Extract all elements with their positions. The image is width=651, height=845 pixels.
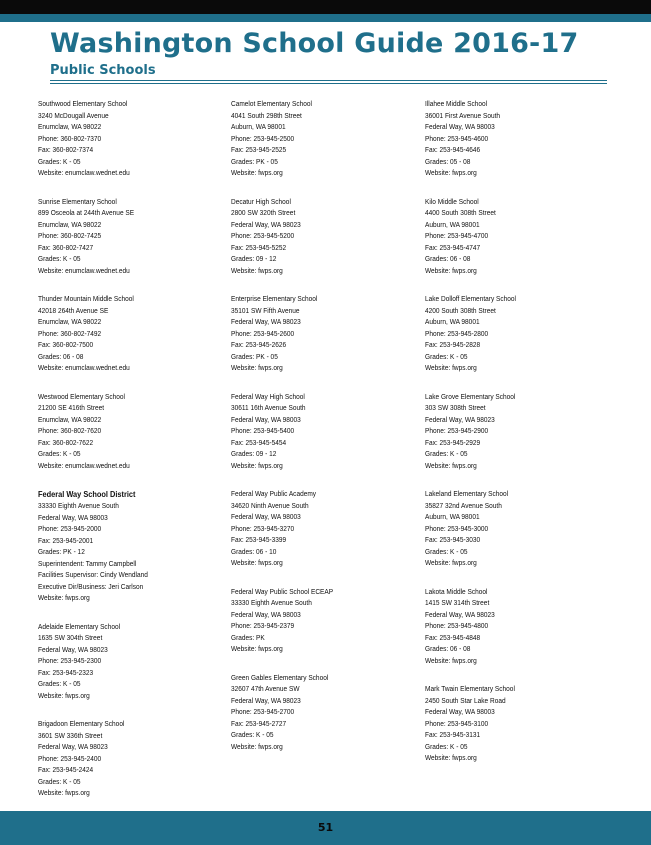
entry-line: Phone: 253-945-5400	[231, 426, 295, 435]
entry-line: Grades: 09 - 12	[231, 449, 277, 458]
entry-line: 21200 SE 416th Street	[38, 403, 105, 412]
entry-line: Grades: K - 05	[231, 730, 274, 739]
entry-line: Federal Way, WA 98003	[231, 609, 301, 619]
entry-line: Website: fwps.org	[231, 168, 283, 177]
entry-line: Grades: 06 - 08	[425, 254, 471, 263]
entry-line: Fax: 253-945-3131	[425, 730, 481, 739]
entry-name: Mark Twain Elementary School	[425, 684, 515, 693]
entry-line: Grades: K - 05	[38, 679, 81, 688]
entry-line: 33330 Eighth Avenue South	[38, 501, 119, 510]
school-entry	[38, 391, 223, 472]
entry-line: Enumclaw, WA 98022	[38, 122, 102, 131]
school-entry	[425, 196, 610, 277]
entry-line: 1635 SW 304th Street	[38, 633, 103, 642]
school-entry	[231, 672, 416, 753]
entry-line: Website: fwps.org	[425, 753, 477, 762]
entry-line: Grades: K - 05	[425, 351, 468, 361]
entry-line: Federal Way, WA 98023	[231, 219, 301, 229]
entry-line: Fax: 360-802-7374	[38, 145, 94, 154]
school-entry	[231, 293, 416, 374]
entry-line: Fax: 360-802-7427	[38, 242, 94, 252]
entry-line: Grades: K - 05	[38, 776, 81, 786]
entry-line: Federal Way, WA 98023	[231, 317, 301, 326]
school-entry	[38, 718, 223, 799]
school-entry	[231, 98, 416, 179]
entry-line: Fax: 253-945-4747	[425, 242, 481, 252]
entry-line: Website: fwps.org	[231, 265, 283, 275]
entry-line: Phone: 253-945-2900	[425, 426, 489, 435]
entry-line: Phone: 360-802-7492	[38, 328, 102, 338]
entry-line: Phone: 253-945-2000	[38, 524, 102, 533]
entry-line: Grades: K - 05	[38, 254, 81, 263]
entry-line: Grades: PK	[231, 632, 265, 642]
entry-line: Phone: 253-945-4600	[425, 133, 489, 143]
entry-line: Phone: 253-945-2379	[231, 621, 295, 630]
entry-line: Fax: 253-945-2323	[38, 667, 94, 677]
entry-line: Superintendent: Tammy Campbell	[38, 558, 137, 568]
entry-line: Executive Dir/Business: Jeri Carlson	[38, 581, 144, 591]
entry-line: Auburn, WA 98001	[425, 512, 480, 521]
school-entry	[425, 293, 610, 374]
entry-name: Camelot Elementary School	[231, 99, 312, 108]
entry-line: Grades: PK - 05	[231, 351, 278, 361]
entry-line: Fax: 253-945-2525	[231, 145, 287, 154]
entry-name: Southwood Elementary School	[38, 99, 128, 108]
entry-line: Website: fwps.org	[425, 168, 477, 177]
entry-line: 2450 South Star Lake Road	[425, 695, 506, 705]
section-subtitle: Public Schools	[50, 63, 156, 78]
school-entry	[231, 586, 416, 655]
entry-line: Federal Way, WA 98003	[231, 512, 301, 521]
entry-line: Phone: 253-945-3100	[425, 718, 489, 728]
entry-name: Federal Way High School	[231, 391, 305, 401]
entry-line: Phone: 253-945-3000	[425, 523, 489, 533]
entry-line: 4400 South 308th Street	[425, 208, 496, 217]
entry-line: Phone: 253-945-2600	[231, 328, 295, 338]
school-entry	[38, 488, 223, 604]
entry-line: Phone: 253-945-3270	[231, 523, 295, 533]
entry-line: 4041 South 298th Street	[231, 110, 302, 120]
entry-line: Website: fwps.org	[231, 363, 283, 372]
entry-line: Federal Way, WA 98003	[425, 707, 495, 716]
entry-name: Illahee Middle School	[425, 99, 488, 108]
entry-name: Green Gables Elementary School	[231, 672, 329, 682]
entry-line: Fax: 360-802-7622	[38, 437, 94, 447]
entry-line: Website: enumclaw.wednet.edu	[38, 460, 130, 470]
top-accent-bar	[0, 14, 651, 22]
school-entry	[38, 621, 223, 702]
entry-line: Enumclaw, WA 98022	[38, 317, 102, 326]
entry-line: Website: fwps.org	[425, 363, 477, 372]
entry-line: Grades: K - 05	[425, 546, 468, 556]
entry-line: Auburn, WA 98001	[425, 219, 480, 229]
entry-line: Fax: 253-945-2727	[231, 718, 287, 728]
entry-line: 3601 SW 336th Street	[38, 730, 103, 740]
entry-line: Grades: K - 05	[38, 449, 81, 458]
entry-line: Federal Way, WA 98003	[38, 512, 108, 522]
entry-line: 42018 264th Avenue SE	[38, 305, 109, 315]
page-title: Washington School Guide 2016-17	[50, 28, 579, 59]
entry-line: 32607 47th Avenue SW	[231, 684, 300, 693]
entry-line: 3240 McDougall Avenue	[38, 110, 109, 120]
listing-column-1	[38, 98, 223, 816]
entry-line: 33330 Eighth Avenue South	[231, 598, 312, 607]
entry-name: Federal Way School District	[38, 489, 136, 499]
school-entry	[38, 196, 223, 277]
entry-line: Facilities Supervisor: Cindy Wendland	[38, 570, 148, 579]
entry-line: Federal Way, WA 98023	[38, 742, 108, 751]
entry-line: Website: fwps.org	[425, 655, 477, 665]
entry-line: Grades: K - 05	[425, 449, 468, 458]
page-number: 51	[317, 821, 334, 834]
entry-line: Website: fwps.org	[231, 460, 283, 470]
school-entry	[425, 391, 610, 472]
entry-line: Federal Way, WA 98023	[231, 695, 301, 705]
entry-line: Phone: 253-945-4700	[425, 231, 489, 240]
entry-line: Grades: PK - 12	[38, 547, 85, 556]
entry-line: Fax: 253-945-2626	[231, 340, 287, 349]
header-rule-bottom	[50, 83, 607, 84]
entry-line: Fax: 253-945-2001	[38, 535, 94, 545]
entry-line: Federal Way, WA 98023	[425, 609, 495, 619]
entry-line: 303 SW 308th Street	[425, 403, 486, 412]
school-entry	[425, 98, 610, 179]
entry-line: 35827 32nd Avenue South	[425, 500, 502, 510]
entry-line: Auburn, WA 98001	[231, 122, 286, 131]
entry-line: Website: fwps.org	[425, 265, 477, 275]
entry-line: Phone: 253-945-2500	[231, 133, 295, 143]
entry-name: Enterprise Elementary School	[231, 294, 318, 303]
school-entry	[231, 196, 416, 277]
entry-line: Grades: 06 - 08	[425, 644, 471, 653]
school-entry	[38, 98, 223, 179]
school-entry	[231, 488, 416, 569]
entry-line: 2800 SW 320th Street	[231, 208, 296, 217]
entry-line: Fax: 253-945-2424	[38, 765, 94, 774]
entry-line: 4200 South 308th Street	[425, 305, 496, 315]
entry-line: Federal Way, WA 98003	[425, 122, 495, 131]
entry-line: Website: fwps.org	[425, 558, 477, 567]
header-rule-top	[50, 80, 607, 81]
entry-name: Federal Way Public Academy	[231, 489, 317, 498]
entry-line: Phone: 253-945-2700	[231, 707, 295, 716]
entry-line: Fax: 253-945-2929	[425, 437, 481, 447]
entry-line: Fax: 253-945-5252	[231, 242, 287, 252]
entry-name: Lakota Middle School	[425, 586, 488, 596]
entry-line: Grades: 09 - 12	[231, 254, 277, 263]
entry-line: Auburn, WA 98001	[425, 317, 480, 326]
entry-line: Phone: 253-945-5200	[231, 231, 295, 240]
entry-line: Website: enumclaw.wednet.edu	[38, 363, 130, 372]
entry-name: Lakeland Elementary School	[425, 489, 509, 498]
entry-line: Phone: 253-945-2800	[425, 328, 489, 338]
entry-line: Fax: 253-945-4646	[425, 145, 481, 154]
entry-line: 35101 SW Fifth Avenue	[231, 305, 300, 315]
entry-name: Brigadoon Elementary School	[38, 719, 125, 728]
entry-line: Fax: 253-945-2828	[425, 340, 481, 349]
entry-line: Fax: 253-945-4848	[425, 632, 481, 642]
entry-line: Fax: 253-945-5454	[231, 437, 287, 447]
entry-name: Adelaide Elementary School	[38, 621, 121, 631]
entry-name: Lake Dolloff Elementary School	[425, 294, 516, 303]
entry-line: Website: fwps.org	[231, 558, 283, 567]
entry-line: Website: enumclaw.wednet.edu	[38, 168, 130, 177]
entry-line: 30611 16th Avenue South	[231, 403, 306, 412]
school-entry	[38, 293, 223, 374]
entry-line: Phone: 360-802-7370	[38, 133, 102, 143]
entry-line: Federal Way, WA 98003	[231, 414, 301, 424]
entry-line: Grades: K - 05	[425, 741, 468, 751]
entry-line: Federal Way, WA 98023	[425, 414, 495, 424]
school-entry	[425, 586, 610, 667]
school-entry	[425, 488, 610, 569]
entry-line: Federal Way, WA 98023	[38, 644, 108, 654]
entry-name: Sunrise Elementary School	[38, 196, 117, 206]
entry-line: Grades: 06 - 08	[38, 351, 84, 361]
entry-line: Website: enumclaw.wednet.edu	[38, 265, 130, 275]
entry-line: Enumclaw, WA 98022	[38, 414, 102, 424]
school-entry	[231, 391, 416, 472]
entry-name: Kilo Middle School	[425, 196, 479, 206]
entry-name: Lake Grove Elementary School	[425, 391, 516, 401]
entry-name: Westwood Elementary School	[38, 391, 126, 401]
entry-line: Fax: 360-802-7500	[38, 340, 94, 349]
entry-line: Phone: 360-802-7425	[38, 231, 102, 240]
listing-column-3	[425, 98, 610, 781]
entry-line: Website: fwps.org	[38, 788, 90, 797]
entry-line: Phone: 253-945-2300	[38, 656, 102, 665]
top-black-bar	[0, 0, 651, 14]
entry-line: 34620 Ninth Avenue South	[231, 500, 309, 510]
entry-line: 899 Osceola at 244th Avenue SE	[38, 208, 135, 217]
entry-line: Fax: 253-945-3030	[425, 535, 481, 544]
entry-line: Enumclaw, WA 98022	[38, 219, 102, 229]
entry-line: Grades: 06 - 10	[231, 546, 277, 556]
listing-column-2	[231, 98, 416, 769]
entry-line: Website: fwps.org	[38, 690, 90, 700]
entry-line: Website: fwps.org	[231, 741, 283, 751]
entry-line: Grades: PK - 05	[231, 156, 278, 166]
entry-name: Decatur High School	[231, 196, 291, 206]
entry-line: 1415 SW 314th Street	[425, 598, 490, 607]
entry-line: Fax: 253-945-3399	[231, 535, 287, 544]
entry-name: Federal Way Public School ECEAP	[231, 586, 334, 596]
entry-line: Website: fwps.org	[231, 644, 283, 653]
entry-name: Thunder Mountain Middle School	[38, 294, 134, 303]
entry-line: Phone: 360-802-7620	[38, 426, 102, 435]
entry-line: Phone: 253-945-2400	[38, 753, 102, 763]
entry-line: Website: fwps.org	[38, 593, 90, 602]
entry-line: Grades: K - 05	[38, 156, 81, 166]
entry-line: 36001 First Avenue South	[425, 110, 501, 120]
school-entry	[425, 683, 610, 764]
entry-line: Website: fwps.org	[425, 460, 477, 470]
entry-line: Phone: 253-945-4800	[425, 621, 489, 630]
entry-line: Grades: 05 - 08	[425, 156, 471, 166]
